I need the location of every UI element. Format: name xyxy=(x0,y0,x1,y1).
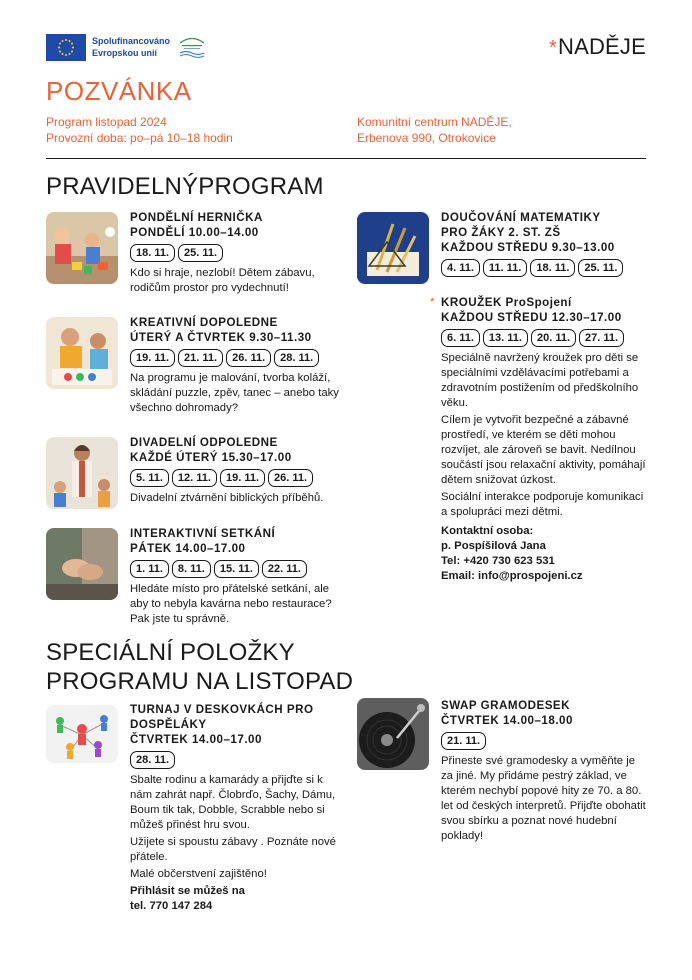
event-description-text: Sbalte rodinu a kamarády a přijďte si k nám zahrát např. Člobrďo, Šachy, Dámu, Boum tik tak, Dobble, Scrabble nebo si můžeš přinést hru svou. xyxy=(130,774,336,831)
section-heading-line: PROGRAMU NA LISTOPAD xyxy=(46,668,354,695)
eu-flag-logo xyxy=(46,34,86,61)
event-description xyxy=(130,266,340,296)
divider xyxy=(46,158,646,159)
signup-label: Přihlásit se můžeš na xyxy=(130,885,245,897)
date-badge: 4. 11. xyxy=(441,259,480,277)
event-schedule: KAŽDÉ ÚTERÝ 15.30–17.00 xyxy=(130,451,292,464)
contact-label: Kontaktní osoba: xyxy=(441,525,534,537)
date-badge: 25. 11. xyxy=(578,259,623,277)
event-title xyxy=(130,702,345,747)
swap-photo xyxy=(357,698,429,770)
address-line: Erbenova 990, Otrokovice xyxy=(357,131,496,145)
event-description-text: Užijete si spoustu zábavy . Poznáte nové přátele. xyxy=(130,836,336,863)
kreativni-photo xyxy=(46,317,118,389)
event-kreativni xyxy=(130,315,350,418)
doucovani-photo xyxy=(357,212,429,284)
turnaj-photo xyxy=(46,705,118,763)
address xyxy=(357,114,512,146)
date-badge: 21. 11. xyxy=(178,349,223,367)
hernicka-photo xyxy=(46,212,118,284)
event-dates xyxy=(441,329,646,347)
event-description xyxy=(441,754,646,844)
event-title-line: PONDĚLNÍ HERNIČKA xyxy=(130,211,263,224)
event-title-line: PRO ŽÁKY 2. ST. ZŠ xyxy=(441,226,561,239)
event-description xyxy=(130,773,345,914)
event-title xyxy=(441,210,646,255)
event-dates xyxy=(130,560,340,578)
date-badge: 26. 11. xyxy=(268,469,313,487)
event-description xyxy=(130,491,340,506)
date-badge: 21. 11. xyxy=(441,732,486,750)
event-title xyxy=(130,435,340,465)
date-badge: 1. 11. xyxy=(130,560,169,578)
contact-block xyxy=(441,524,646,584)
event-dates xyxy=(130,349,350,367)
eu-funding-text xyxy=(92,35,170,59)
event-title xyxy=(130,210,340,240)
asterisk-icon: * xyxy=(430,296,436,309)
date-badge: 12. 11. xyxy=(172,469,217,487)
event-description-text: Na programu je malování, tvorba koláží, skládání puzzle, zpěv, tanec – anebo taky všechno dohromady? xyxy=(130,372,339,414)
event-dates xyxy=(441,732,646,750)
event-title-line: KREATIVNÍ DOPOLEDNE xyxy=(130,316,278,329)
event-divadelni xyxy=(130,435,340,508)
divadelni-photo xyxy=(46,437,118,509)
date-badge: 27. 11. xyxy=(579,329,624,347)
section-heading-regular: PRAVIDELNÝPROGRAM xyxy=(46,173,324,200)
date-badge: 22. 11. xyxy=(262,560,307,578)
address-line: Komunitní centrum NADĚJE, xyxy=(357,115,512,129)
event-description-text: Přineste své gramodesky a vyměňte je za jiné. My přidáme pestrý základ, ve kterém nechybí popové hity ze 70. a 80. let od českých interpretů. Přijďte obohatit svou sbírku a poznat nové hudební poklady! xyxy=(441,755,646,842)
brand-star-icon: * xyxy=(549,37,557,59)
eu-text-line: Spolufinancováno xyxy=(92,36,171,46)
event-description-text: Divadelní ztvárnění biblických příběhů. xyxy=(130,492,324,504)
date-badge: 26. 11. xyxy=(226,349,271,367)
event-schedule: ÚTERÝ A ČTVRTEK 9.30–11.30 xyxy=(130,331,312,344)
date-badge: 11. 11. xyxy=(483,259,527,277)
date-badge: 15. 11. xyxy=(214,560,259,578)
event-dates xyxy=(130,469,340,487)
event-title-line: DOSPĚLÁKY xyxy=(130,718,207,731)
section-heading-line: SPECIÁLNÍ POLOŽKY xyxy=(46,639,295,666)
event-title-line: SWAP GRAMODESEK xyxy=(441,699,571,712)
event-title-line: DOUČOVÁNÍ MATEMATIKY xyxy=(441,211,601,224)
date-badge: 5. 11. xyxy=(130,469,169,487)
date-badge: 18. 11. xyxy=(130,244,175,262)
event-title-line: TURNAJ V DESKOVKÁCH PRO xyxy=(130,703,314,716)
program-info-line: Program listopad 2024 xyxy=(46,115,167,129)
date-badge: 19. 11. xyxy=(220,469,265,487)
event-description-text: Kdo si hraje, nezlobí! Dětem zábavu, rodičům prostor pro vydechnutí! xyxy=(130,267,315,294)
event-krouzek xyxy=(430,295,646,584)
event-turnaj xyxy=(130,702,345,914)
event-description-text: Speciálně navržený kroužek pro děti se speciálními vzdělávacími potřebami a zdravotním postižením od předškolního věku. xyxy=(441,352,639,409)
signup-block xyxy=(130,884,345,914)
event-schedule: ČTVRTEK 14.00–17.00 xyxy=(130,733,262,746)
event-swap xyxy=(441,698,646,846)
program-info xyxy=(46,114,233,146)
page-title: POZVÁNKA xyxy=(46,76,192,106)
date-badge: 20. 11. xyxy=(531,329,576,347)
contact-email: Email: info@prospojeni.cz xyxy=(441,570,583,582)
event-title xyxy=(130,526,340,556)
event-description xyxy=(130,582,340,627)
date-badge: 8. 11. xyxy=(172,560,211,578)
event-description xyxy=(441,351,646,584)
event-title-line: INTERAKTIVNÍ SETKÁNÍ xyxy=(130,527,276,540)
date-badge: 28. 11. xyxy=(274,349,319,367)
event-title xyxy=(430,295,646,325)
event-hernicka xyxy=(130,210,340,298)
date-badge: 19. 11. xyxy=(130,349,175,367)
date-badge: 6. 11. xyxy=(441,329,480,347)
date-badge: 25. 11. xyxy=(178,244,223,262)
nadeje-logo xyxy=(549,34,646,60)
eu-text-line: Evropskou unií xyxy=(92,48,158,58)
event-schedule: PÁTEK 14.00–17.00 xyxy=(130,542,246,555)
event-interaktivni xyxy=(130,526,340,629)
signup-phone: tel. 770 147 284 xyxy=(130,900,213,912)
event-title-line: DIVADELNÍ ODPOLEDNE xyxy=(130,436,278,449)
event-title-line: KROUŽEK ProSpojení xyxy=(441,296,572,309)
event-doucovani xyxy=(441,210,646,281)
event-description-text: Sociální interakce podporuje komunikaci a spolupráci mezi dětmi. xyxy=(441,491,644,518)
partner-logo xyxy=(176,34,208,60)
date-badge: 13. 11. xyxy=(483,329,528,347)
contact-name: p. Pospíšilová Jana xyxy=(441,540,546,552)
event-dates xyxy=(441,259,646,277)
event-title xyxy=(130,315,350,345)
section-heading-special xyxy=(46,638,353,696)
event-dates xyxy=(130,751,345,769)
event-description-text: Hledáte místo pro přátelské setkání, ale aby to nebyla kavárna nebo restaurace? Pak jste tu správně. xyxy=(130,583,332,625)
event-schedule: ČTVRTEK 14.00–18.00 xyxy=(441,714,573,727)
brand-name: NADĚJE xyxy=(558,34,646,59)
program-info-line: Provozní doba: po–pá 10–18 hodin xyxy=(46,131,233,145)
event-description xyxy=(130,371,350,416)
event-title xyxy=(441,698,646,728)
interaktivni-photo xyxy=(46,528,118,600)
date-badge: 18. 11. xyxy=(530,259,575,277)
event-description-text: Malé občerstvení zajištěno! xyxy=(130,868,267,880)
event-schedule: PONDĚLÍ 10.00–14.00 xyxy=(130,226,259,239)
event-schedule: KAŽDOU STŘEDU 9.30–13.00 xyxy=(441,241,615,254)
contact-phone: Tel: +420 730 623 531 xyxy=(441,555,555,567)
date-badge: 28. 11. xyxy=(130,751,175,769)
event-description-text: Cílem je vytvořit bezpečné a zábavné prostředí, ve kterém se děti mohou rozvíjet, ale zároveň se bavit. Nedílnou součástí jsou relaxační aktivity, pomáhají dětem snižovat úzkost. xyxy=(441,414,646,486)
event-dates xyxy=(130,244,340,262)
event-schedule: KAŽDOU STŘEDU 12.30–17.00 xyxy=(441,311,622,324)
